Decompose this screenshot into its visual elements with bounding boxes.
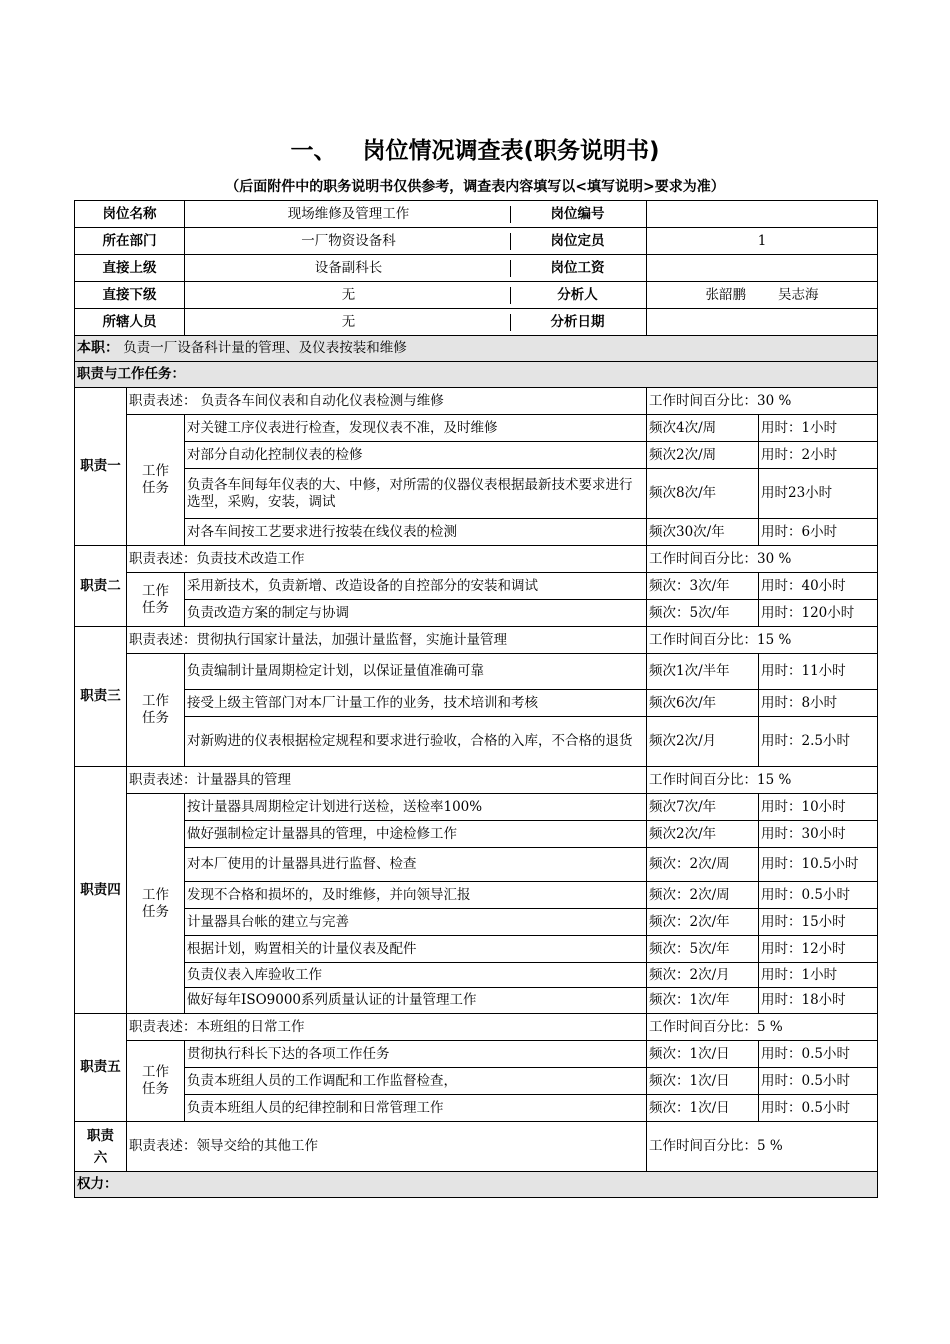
task-time: 用时：15小时 — [759, 909, 878, 936]
task-time: 用时：8小时 — [759, 690, 878, 717]
duty-percent-1: 工作时间百分比：30 % — [647, 388, 878, 415]
duty-label-1: 职责一 — [75, 388, 127, 546]
dept-label: 所在部门 — [75, 228, 185, 255]
task-text: 对本厂使用的计量器具进行监督、检查 — [185, 848, 647, 882]
quota-value: 1 — [647, 228, 878, 255]
task-time: 用时：0.5小时 — [759, 1041, 878, 1068]
task-text: 对新购进的仪表根据检定规程和要求进行验收，合格的入库，不合格的退货 — [185, 717, 647, 767]
duty-percent-4: 工作时间百分比：15 % — [647, 767, 878, 794]
staff-value — [185, 309, 647, 336]
duty-desc-6: 职责表述：领导交给的其他工作 — [127, 1122, 647, 1172]
task-frequency: 频次：5次/年 — [647, 600, 759, 627]
salary-label: 岗位工资 — [510, 260, 644, 277]
task-label-2: 工作任务 — [127, 573, 185, 627]
task-text: 对各车间按工艺要求进行按装在线仪表的检测 — [185, 519, 647, 546]
task-time: 用时：12小时 — [759, 936, 878, 963]
job-survey-table — [74, 200, 878, 1198]
task-label-3: 工作任务 — [127, 654, 185, 767]
duty-summary-label: 本职： — [77, 340, 119, 356]
task-label-1: 工作任务 — [127, 415, 185, 546]
analyst-value — [647, 282, 878, 309]
task-label-4: 工作任务 — [127, 794, 185, 1014]
title-text: 岗位情况调查表(职务说明书) — [362, 138, 660, 164]
task-text: 根据计划，购置相关的计量仪表及配件 — [185, 936, 647, 963]
task-time: 用时：0.5小时 — [759, 1095, 878, 1122]
task-frequency: 频次：1次/日 — [647, 1095, 759, 1122]
task-frequency: 频次1次/半年 — [647, 654, 759, 690]
task-text: 做好每年ISO9000系列质量认证的计量管理工作 — [185, 988, 647, 1014]
duty-percent-2: 工作时间百分比：30 % — [647, 546, 878, 573]
task-frequency: 频次：2次/月 — [647, 963, 759, 988]
task-time: 用时：0.5小时 — [759, 882, 878, 909]
subordinate-value — [185, 282, 647, 309]
job-code-value — [647, 201, 878, 228]
duty-percent-5: 工作时间百分比：5 % — [647, 1014, 878, 1041]
task-time: 用时：11小时 — [759, 654, 878, 690]
task-frequency: 频次2次/周 — [647, 442, 759, 469]
dept-value — [185, 228, 647, 255]
job-code-label: 岗位编号 — [510, 206, 644, 223]
duty-desc-4: 职责表述：计量器具的管理 — [127, 767, 647, 794]
task-frequency: 频次：3次/年 — [647, 573, 759, 600]
dept-text: 一厂物资设备科 — [301, 232, 396, 249]
task-text: 负责仪表入库验收工作 — [185, 963, 647, 988]
task-frequency: 频次：5次/年 — [647, 936, 759, 963]
duties-header: 职责与工作任务： — [75, 362, 878, 388]
task-text: 负责改造方案的制定与协调 — [185, 600, 647, 627]
duty-label-2: 职责二 — [75, 546, 127, 627]
task-frequency: 频次：2次/周 — [647, 882, 759, 909]
task-text: 计量器具台帐的建立与完善 — [185, 909, 647, 936]
task-label-5: 工作任务 — [127, 1041, 185, 1122]
duty-label-5: 职责五 — [75, 1014, 127, 1122]
task-time: 用时：0.5小时 — [759, 1068, 878, 1095]
task-frequency: 频次：1次/年 — [647, 988, 759, 1014]
task-text: 接受上级主管部门对本厂计量工作的业务，技术培训和考核 — [185, 690, 647, 717]
task-frequency: 频次4次/周 — [647, 415, 759, 442]
task-text: 负责本班组人员的工作调配和工作监督检查， — [185, 1068, 647, 1095]
task-text: 对关键工序仪表进行检查，发现仪表不准，及时维修 — [185, 415, 647, 442]
task-frequency: 频次：2次/周 — [647, 848, 759, 882]
subordinate-label: 直接下级 — [75, 282, 185, 309]
task-frequency: 频次2次/月 — [647, 717, 759, 767]
task-time: 用时：40小时 — [759, 573, 878, 600]
duty-label-6: 职责六 — [75, 1122, 127, 1172]
task-time: 用时：2小时 — [759, 442, 878, 469]
duty-percent-6: 工作时间百分比：5 % — [647, 1122, 878, 1172]
staff-text: 无 — [341, 313, 356, 330]
task-time: 用时：1小时 — [759, 415, 878, 442]
task-text: 按计量器具周期检定计划进行送检，送检率100% — [185, 794, 647, 821]
task-time: 用时：10.5小时 — [759, 848, 878, 882]
job-name-value — [185, 201, 647, 228]
analyst-1: 张韶鹏 — [705, 286, 746, 303]
task-time: 用时：30小时 — [759, 821, 878, 848]
task-text: 负责各车间每年仪表的大、中修，对所需的仪器仪表根据最新技术要求进行选型，采购，安装，调试 — [185, 469, 647, 519]
analyst-label: 分析人 — [510, 287, 644, 304]
duty-label-4: 职责四 — [75, 767, 127, 1014]
duty-summary-text: 负责一厂设备科计量的管理、及仪表按装和维修 — [123, 340, 407, 356]
superior-text: 设备副科长 — [314, 259, 383, 276]
task-text: 发现不合格和损坏的，及时维修，并向领导汇报 — [185, 882, 647, 909]
task-frequency: 频次8次/年 — [647, 469, 759, 519]
date-value — [647, 309, 878, 336]
superior-label: 直接上级 — [75, 255, 185, 282]
task-text: 贯彻执行科长下达的各项工作任务 — [185, 1041, 647, 1068]
duty-desc-5: 职责表述：本班组的日常工作 — [127, 1014, 647, 1041]
analyst-2: 吴志海 — [778, 286, 819, 303]
subordinate-text: 无 — [341, 286, 356, 303]
task-time: 用时：1小时 — [759, 963, 878, 988]
page-subtitle: （后面附件中的职务说明书仅供参考，调查表内容填写以<填写说明>要求为准） — [225, 179, 725, 195]
task-time: 用时：120小时 — [759, 600, 878, 627]
date-label: 分析日期 — [510, 314, 644, 331]
page-title — [0, 132, 950, 165]
duty-desc-1: 职责表述： 负责各车间仪表和自动化仪表检测与维修 — [127, 388, 647, 415]
duty-desc-3: 职责表述：贯彻执行国家计量法，加强计量监督，实施计量管理 — [127, 627, 647, 654]
task-time: 用时：2.5小时 — [759, 717, 878, 767]
task-time: 用时：18小时 — [759, 988, 878, 1014]
title-number: 一、 — [290, 138, 337, 164]
task-frequency: 频次：1次/日 — [647, 1041, 759, 1068]
superior-value — [185, 255, 647, 282]
task-time: 用时23小时 — [759, 469, 878, 519]
task-text: 负责编制计量周期检定计划，以保证量值准确可靠 — [185, 654, 647, 690]
task-text: 采用新技术，负责新增、改造设备的自控部分的安装和调试 — [185, 573, 647, 600]
task-text: 做好强制检定计量器具的管理，中途检修工作 — [185, 821, 647, 848]
power-header: 权力： — [75, 1172, 878, 1198]
task-text: 负责本班组人员的纪律控制和日常管理工作 — [185, 1095, 647, 1122]
duty-summary — [75, 336, 878, 362]
task-time: 用时：6小时 — [759, 519, 878, 546]
duty-label-3: 职责三 — [75, 627, 127, 767]
task-frequency: 频次2次/年 — [647, 821, 759, 848]
task-text: 对部分自动化控制仪表的检修 — [185, 442, 647, 469]
duty-desc-2: 职责表述：负责技术改造工作 — [127, 546, 647, 573]
salary-value — [647, 255, 878, 282]
job-name-text: 现场维修及管理工作 — [287, 205, 410, 222]
job-name-label: 岗位名称 — [75, 201, 185, 228]
staff-label: 所辖人员 — [75, 309, 185, 336]
task-frequency: 频次30次/年 — [647, 519, 759, 546]
quota-label: 岗位定员 — [510, 233, 644, 250]
task-frequency: 频次：2次/年 — [647, 909, 759, 936]
task-frequency: 频次7次/年 — [647, 794, 759, 821]
task-time: 用时：10小时 — [759, 794, 878, 821]
duty-percent-3: 工作时间百分比：15 % — [647, 627, 878, 654]
task-frequency: 频次6次/年 — [647, 690, 759, 717]
task-frequency: 频次：1次/日 — [647, 1068, 759, 1095]
